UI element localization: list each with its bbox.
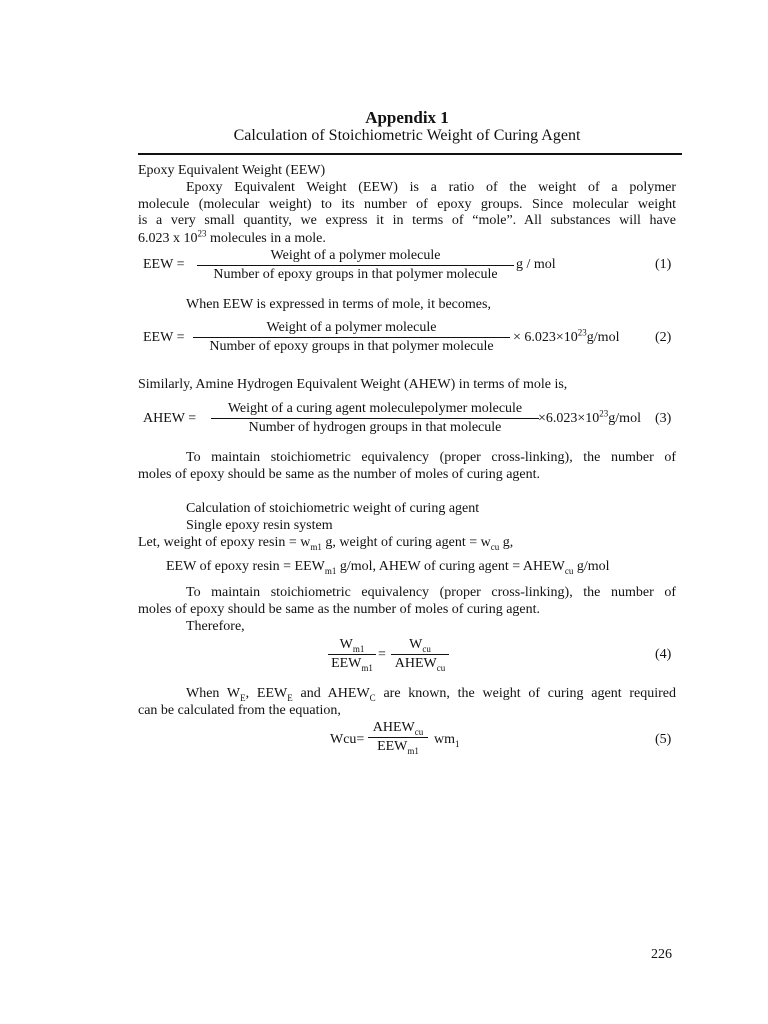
eq5-numerator: $AHEW_{cu}$ [372, 720, 424, 737]
eq4-right-fraction [391, 637, 449, 672]
subscript: m1 [324, 565, 337, 576]
paragraph-line: When $W_E$, $EEW_E$ and $AHEW_C$ are known, the weight of curing agent required [186, 686, 677, 703]
avogadro-text-end: molecules in a mole. [206, 231, 326, 246]
eq4-left-denominator: $EEW_{m1}$ [331, 656, 373, 673]
paragraph-line: is a very small quantity, we express it in terms of “mole”. All substances will have [138, 213, 676, 228]
eq2-numerator: Weight of a polymer molecule [266, 320, 437, 335]
eq3-factor-unit: g/mol [608, 411, 641, 426]
eq1-denominator: Number of epoxy groups in that polymer molecule [213, 267, 498, 282]
paragraph-line: Epoxy Equivalent Weight (EEW) is a ratio of the weight of a polymer [186, 180, 676, 195]
eq3-label: (3) [655, 411, 672, 426]
eq2-factor-unit: g/mol [586, 330, 620, 345]
eq2-factor-base: × 6.023×10 [513, 330, 578, 345]
eew-text: g/mol, AHEW of curing agent = AHEW [336, 559, 565, 574]
exponent: 23 [577, 327, 587, 338]
eq4-right-denominator: $AHEW_{cu}$ [394, 656, 446, 673]
eq3-numerator: Weight of a curing agent moleculepolymer molecule [227, 401, 523, 416]
appendix-title: Appendix 1 [365, 108, 449, 127]
eew-statement [166, 559, 610, 575]
let-text: g, [499, 535, 514, 550]
paragraph-line: Similarly, Amine Hydrogen Equivalent Weight (AHEW) in terms of mole is, [138, 377, 568, 392]
eq4-right-numerator: $W_{cu}$ [409, 637, 431, 654]
avogadro-text: 6.023 x 10 [138, 231, 198, 246]
eq1-numerator: Weight of a polymer molecule [270, 248, 441, 263]
eq5-fraction [368, 720, 428, 755]
eq3-denominator: Number of hydrogen groups in that molecule [248, 420, 502, 435]
paragraph-line: moles of epoxy should be same as the number of moles of curing agent. [138, 467, 541, 482]
paragraph-line: To maintain stoichiometric equivalency (proper cross-linking), the number of [186, 585, 676, 600]
eq5-label: (5) [655, 732, 672, 747]
exponent: 23 [599, 408, 609, 419]
eq4-left-fraction [328, 637, 376, 672]
fraction-bar [193, 337, 510, 338]
eew-text: EEW of epoxy resin = EEW [166, 559, 325, 574]
header-rule [138, 153, 682, 155]
eq4-left-numerator: $W_{m1}$ [339, 637, 365, 654]
eq5-rhs: $wm_1$ [434, 732, 460, 749]
eq3-factor [538, 408, 641, 427]
paragraph-line [138, 228, 326, 247]
eq4-equals: = [378, 647, 386, 662]
eq4-label: (4) [655, 647, 672, 662]
eew-text: g/mol [573, 559, 610, 574]
fraction-bar [328, 654, 376, 655]
paragraph-line: When EEW is expressed in terms of mole, it becomes, [186, 297, 491, 312]
subscript: cu [564, 565, 574, 576]
paragraph-line: Therefore, [186, 619, 245, 634]
eq2-denominator: Number of epoxy groups in that polymer molecule [209, 339, 494, 354]
eq2-fraction [193, 320, 510, 355]
eq2-lhs: EEW = [143, 330, 185, 345]
paragraph-line: molecule (molecular weight) to its number of epoxy groups. Since molecular weight [138, 197, 676, 212]
eq3-fraction [211, 401, 539, 436]
eq2-factor [513, 327, 620, 346]
eq1-lhs: EEW = [143, 257, 185, 272]
eq5-denominator: $EEW_{m1}$ [377, 739, 419, 756]
eq3-lhs: AHEW = [143, 411, 197, 426]
section-heading-eew: Epoxy Equivalent Weight (EEW) [138, 163, 326, 178]
subscript: cu [490, 541, 500, 552]
page-number: 226 [651, 947, 672, 962]
appendix-subtitle: Calculation of Stoichiometric Weight of Curing Agent [233, 127, 581, 144]
fraction-bar [368, 737, 428, 738]
calc-heading: Calculation of stoichiometric weight of curing agent [186, 501, 480, 516]
fraction-bar [211, 418, 539, 419]
eq5-lhs: Wcu= [330, 732, 365, 747]
let-text: g, weight of curing agent = w [321, 535, 491, 550]
paragraph-line: can be calculated from the equation, [138, 703, 341, 718]
paragraph-line: To maintain stoichiometric equivalency (proper cross-linking), the number of [186, 450, 676, 465]
eq1-label: (1) [655, 257, 672, 272]
let-statement [138, 535, 513, 551]
fraction-bar [391, 654, 449, 655]
eq2-label: (2) [655, 330, 672, 345]
let-text: Let, weight of epoxy resin = w [138, 535, 311, 550]
eq1-fraction [197, 248, 514, 283]
exponent: 23 [197, 228, 207, 239]
eq3-factor-base: ×6.023×10 [538, 411, 600, 426]
calc-subheading: Single epoxy resin system [186, 518, 333, 533]
eq1-unit: g / mol [516, 257, 556, 272]
paragraph-line: moles of epoxy should be same as the number of moles of curing agent. [138, 602, 541, 617]
fraction-bar [197, 265, 514, 266]
subscript: m1 [310, 541, 322, 552]
